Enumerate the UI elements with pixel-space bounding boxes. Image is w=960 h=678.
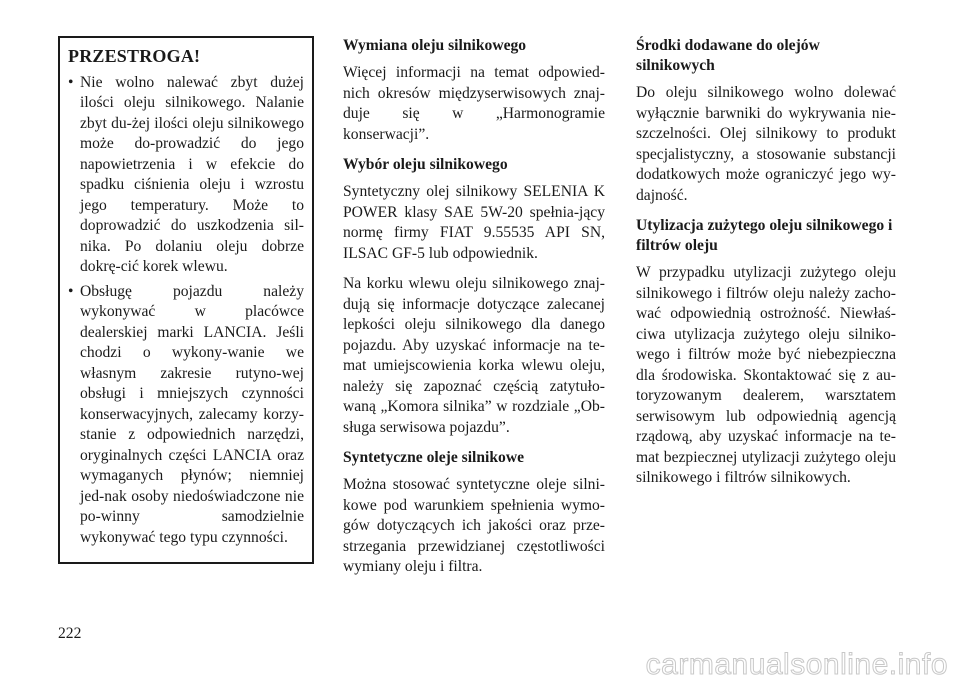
paragraph: W przypadku utylizacji zużytego oleju silnikowego i filtrów oleju należy zacho-wać odpowiednią ostrożność. Niewłaś-ciwa utylizacja zużytego oleju silniko-wego i filtrów może być niebezpieczna dla środowiska. Skontaktować się z au-toryzowanym dealerem, warsztatem serwisowym lub odpowiednią agencją rządową, aby uzyskać informacje na te-mat bezpiecznej utylizacji zużytego oleju silnikowego i filtrów silnikowych. xyxy=(636,264,896,486)
section-heading-oil-selection: Wybór oleju silnikowego xyxy=(343,156,508,173)
left-column xyxy=(58,36,312,564)
middle-column xyxy=(343,36,605,588)
section-heading-oil-change: Wymiana oleju silnikowego xyxy=(343,37,527,54)
section-heading-disposal: Utylizacja zużytego oleju silnikowego i filtrów oleju xyxy=(636,217,893,254)
watermark-text: carmanualsonline.info xyxy=(645,648,948,678)
paragraph: Syntetyczny olej silnikowy SELENIA K POWER klasy SAE 5W-20 spełnia-jący normę firmy FIAT 9.55535 API SN, ILSAC GF-5 lub odpowiednik. xyxy=(343,183,605,262)
section-heading-additives: Środki dodawane do olejów silnikowych xyxy=(636,37,820,74)
caution-title: PRZESTROGA! xyxy=(68,46,201,66)
caution-box xyxy=(58,36,314,564)
page-number: 222 xyxy=(58,625,82,642)
paragraph: Można stosować syntetyczne oleje silni-kowe pod warunkiem spełnienia wymo-gów dotyczących ich jakości oraz prze-strzegania przewidzianej częstotliwości wymiany oleju i filtra. xyxy=(343,476,605,575)
caution-item: • Nie wolno nalewać zbyt dużej ilości oleju silnikowego. Nalanie zbyt du-żej ilości oleju silnikowego może do-prowadzić do jego napowietrzenia i w efekcie do spadku ciśnienia oleju i wzrostu jego temperatury. Może to doprowadzić do uszkodzenia sil-nika. Po dolaniu oleju dobrze dokrę-cić korek wlewu. xyxy=(68,73,304,278)
watermark xyxy=(560,646,960,678)
section-heading-synthetic-oils: Syntetyczne oleje silnikowe xyxy=(343,449,525,466)
paragraph: Na korku wlewu oleju silnikowego znaj-dują się informacje dotyczące zalecanej lepkości oleju silnikowego dla danego pojazdu. Aby uzyskać informacje na te-mat umiejscowienia korka wlewu oleju, należy się zapoznać częścią zatytuło-waną „Komora silnika” w rozdziale „Ob-sługa serwisowa pojazdu”. xyxy=(343,275,605,436)
paragraph: Do oleju silnikowego wolno dolewać wyłącznie barwniki do wykrywania nie-szczelności. Olej silnikowy to produkt specjalistyczny, a stosowanie substancji dodatkowych może ograniczyć jego wy-dajność. xyxy=(636,84,896,204)
caution-item: • Obsługę pojazdu należy wykonywać w placówce dealerskiej marki LANCIA. Jeśli chodzi o wykony-wanie we własnym zakresie rutyno-wej obsługi i mniejszych czynności konserwacyjnych, zalecamy korzy-stanie z odpowiednich narzędzi, oryginalnych części LANCIA oraz wymaganych płynów; niemniej jed-nak osoby niedoświadczone nie po-winny samodzielnie wykonywać tego typu czynności. xyxy=(68,282,304,549)
paragraph: Więcej informacji na temat odpowied-nich okresów międzyserwisowych znaj-duje się w „Harmonogramie konserwacji”. xyxy=(343,64,605,143)
caution-list xyxy=(68,73,304,549)
right-column xyxy=(636,36,896,499)
